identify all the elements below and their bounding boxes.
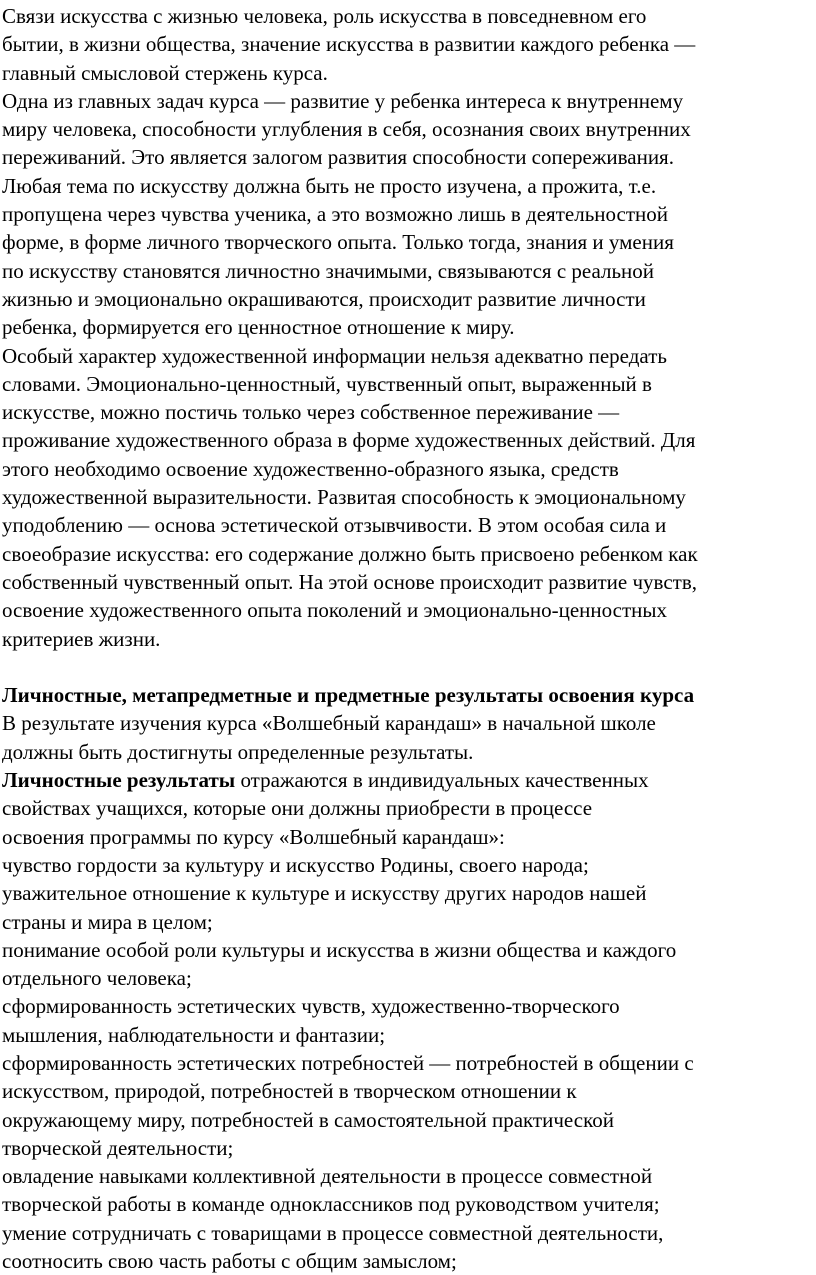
results-heading-text: Личностные, метапредметные и предметные результаты освоения курса — [2, 683, 695, 708]
list-item: овладение навыками коллективной деятельности в процессе совместной творческой работы в команде одноклассников под руководством учителя; — [2, 1164, 660, 1217]
list-item: уважительное отношение к культуре и искусству других народов нашей страны и мира в целом; — [2, 881, 647, 934]
personal-results-paragraph — [2, 766, 814, 851]
list-item: умение сотрудничать с товарищами в процессе совместной деятельности, соотносить свою часть работы с общим замыслом; — [2, 1220, 664, 1274]
list-item: сформированность эстетических потребностей — потребностей в общении с искусством, природой, потребностей в творческом отношении к окружающему миру, потребностей в самостоятельной практической творческой деятельности; — [2, 1050, 694, 1160]
list-item: чувство гордости за культуру и искусство Родины, своего народа; — [2, 852, 589, 877]
intro-paragraph-2: Одна из главных задач курса — развитие у ребенка интереса к внутреннему миру человека, способности углубления в себя, осознания своих внутренних переживаний. Это является залогом развития способности сопереживания. Любая тема по искусству должна быть не просто изучена, а прожита, т.е. пропущена через чувства ученика, а это возможно лишь в деятельностной форме, в форме личного творческого опыта. Только тогда, знания и умения по искусству становятся личностно значимыми, связываются с реальной жизнью и эмоционально окрашиваются, происходит развитие личности ребенка, формируется его ценностное отношение к миру. — [2, 88, 691, 340]
blank-line — [2, 653, 814, 681]
list-item: понимание особой роли культуры и искусства в жизни общества и каждого отдельного человека; — [2, 937, 677, 991]
intro-paragraph-3: Особый характер художественной информации нельзя адекватно передать словами. Эмоционально-ценностный, чувственный опыт, выраженный в искусстве, можно постичь только через собственное переживание — проживание художественного образа в форме художественных действий. Для этого необходимо освоение художественно-образного языка, средств художественной выразительности. Развитая способность к эмоциональному уподоблению — основа эстетической отзывчивости. В этом особая сила и своеобразие искусства: его содержание должно быть присвоено ребенком как собственный чувственный опыт. На этой основе происходит развитие чувств, освоение художественного опыта поколений и эмоционально-ценностных критериев жизни. — [2, 343, 698, 651]
personal-results-label: Личностные результаты — [2, 768, 236, 793]
results-heading — [2, 681, 814, 709]
personal-results-text: отражаются в индивидуальных качественных свойствах учащихся, которые они должны приобрести в процессе освоения программы по курсу «Волшебный карандаш»: — [2, 768, 649, 849]
list-item: сформированность эстетических чувств, художественно-творческого мышления, наблюдательности и фантазии; — [2, 994, 620, 1047]
results-lead-paragraph: В результате изучения курса «Волшебный карандаш» в начальной школе должны быть достигнуты определенные результаты. — [2, 711, 656, 764]
intro-paragraph-1: Связи искусства с жизнью человека, роль искусства в повседневном его бытии, в жизни общества, значение искусства в развитии каждого ребенка — главный смысловой стержень курса. — [2, 4, 696, 85]
